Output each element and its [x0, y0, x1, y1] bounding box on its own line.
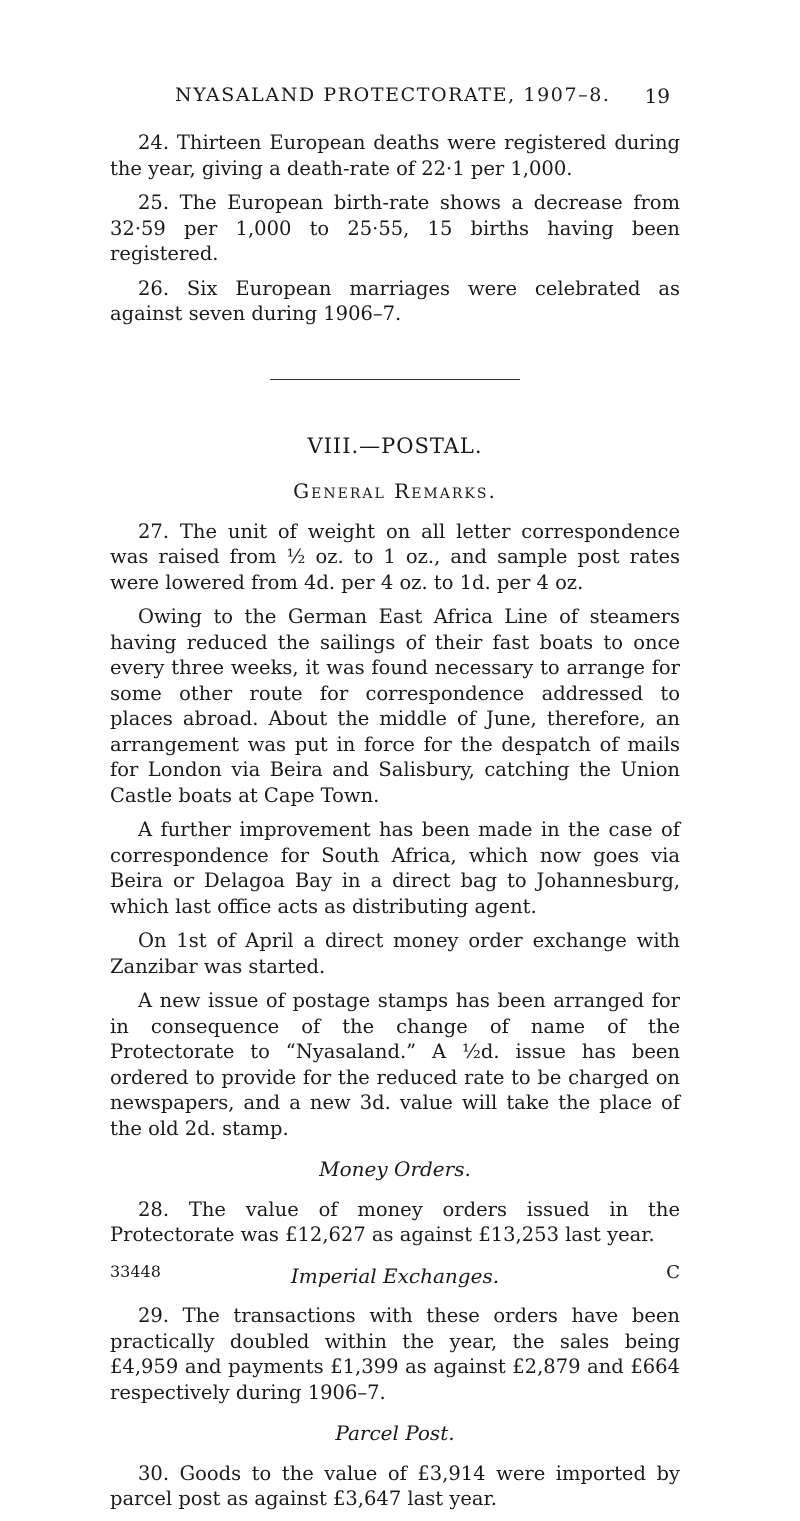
paragraph-25: 25. The European birth-rate shows a decrease from 32·59 per 1,000 to 25·55, 15 births having been registered. — [110, 191, 680, 265]
page-body — [110, 130, 680, 1521]
general-remarks-heading: General Remarks. — [293, 479, 497, 503]
signature-mark: C — [666, 1262, 680, 1283]
paragraph-stamps: A new issue of postage stamps has been arranged for in consequence of the change of name of the Protectorate to “Nyasaland.” A ½d. issue has been ordered to provide for the reduced rate to be charged on newspapers, and a new 3d. value will take the place of the old 2d. stamp. — [110, 989, 680, 1140]
printer-signature-number: 33448 — [110, 1262, 161, 1281]
section-divider — [270, 379, 520, 380]
paragraph-26: 26. Six European marriages were celebrated as against seven during 1906–7. — [110, 276, 680, 325]
page-number: 19 — [644, 84, 670, 108]
money-orders-heading: Money Orders. — [319, 1157, 471, 1181]
section-title: VIII.—POSTAL. — [307, 433, 483, 458]
paragraph-30: 30. Goods to the value of £3,914 were imported by parcel post as against £3,647 last year. — [110, 1461, 680, 1510]
running-head — [0, 84, 800, 114]
paragraph-28: 28. The value of money orders issued in the Protectorate was £12,627 as against £13,253 last year. — [110, 1197, 680, 1246]
page-footer — [110, 1262, 680, 1286]
imperial-exchanges-heading: Imperial Exchanges. — [290, 1263, 500, 1288]
paragraph-29: 29. The transactions with these orders have been practically doubled within the year, the sales being £4,959 and payments £1,399 as against £2,879 and £664 respectively during 1906–7. — [110, 1304, 680, 1404]
parcel-post-heading: Parcel Post. — [335, 1421, 455, 1445]
paragraph-mail-route: Owing to the German East Africa Line of steamers having reduced the sailings of their fast boats to once every three weeks, it was found necessary to arrange for some other route for correspondence addressed to places abroad. About the middle of June, therefore, an arrangement was put in force for the despatch of mails for London via Beira and Salisbury, catching the Union Castle boats at Cape Town. — [110, 605, 680, 807]
paragraph-27: 27. The unit of weight on all letter correspondence was raised from ½ oz. to 1 oz., and sample post rates were lowered from 4d. per 4 oz. to 1d. per 4 oz. — [110, 519, 680, 594]
paragraph-24: 24. Thirteen European deaths were registered during the year, giving a death-rate of 22·1 per 1,000. — [110, 131, 680, 180]
paragraph-zanzibar: On 1st of April a direct money order exchange with Zanzibar was started. — [110, 929, 680, 978]
paragraph-south-africa: A further improvement has been made in the case of correspondence for South Africa, which now goes via Beira or Delagoa Bay in a direct bag to Johannesburg, which last office acts as distributing agent. — [110, 818, 680, 918]
running-title: NYASALAND PROTECTORATE, 1907–8. — [175, 84, 611, 106]
